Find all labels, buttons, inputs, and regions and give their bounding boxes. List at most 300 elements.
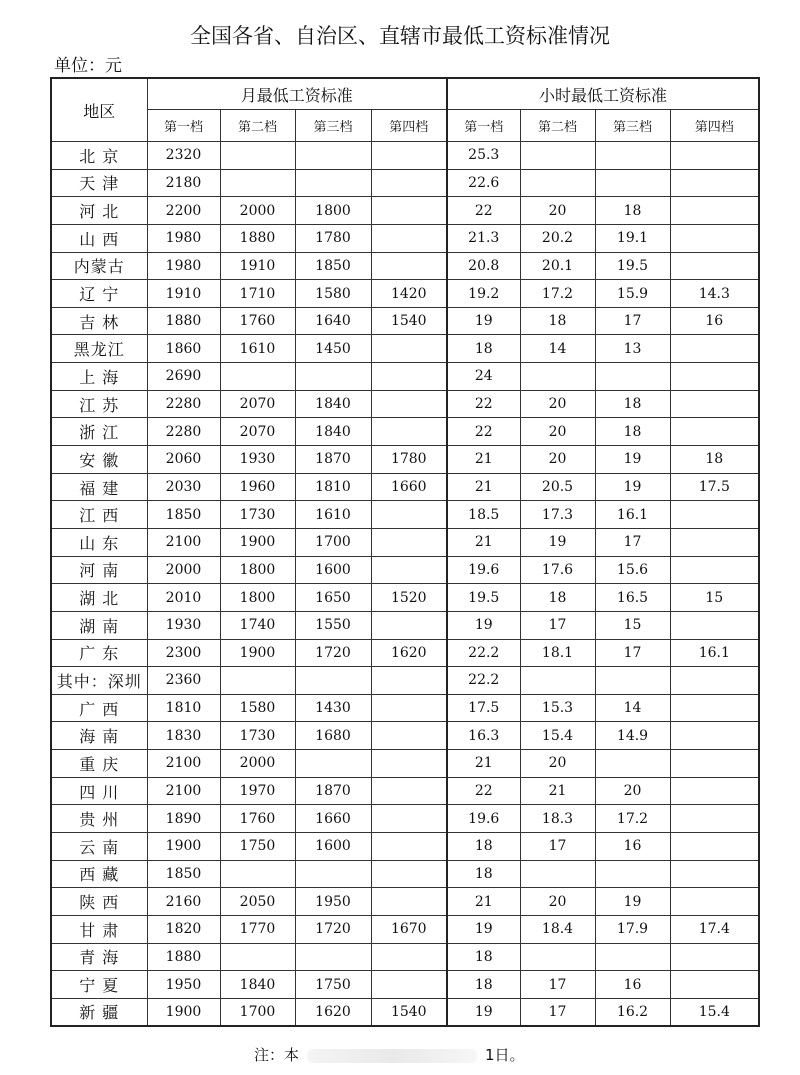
monthly-tier-1-cell: 2300	[147, 639, 220, 667]
table-row	[51, 667, 759, 695]
monthly-tier-1-cell: 1880	[147, 943, 220, 971]
hourly-tier-1-cell: 21	[447, 888, 520, 916]
monthly-tier-2-cell: 1580	[220, 694, 295, 722]
monthly-tier-3-cell	[295, 860, 371, 888]
region-cell: 其中：深圳	[51, 667, 147, 695]
region-cell: 福 建	[51, 473, 147, 501]
hourly-tier-2-cell	[520, 667, 595, 695]
monthly-tier-4-cell: 1520	[371, 584, 447, 612]
table-row	[51, 556, 759, 584]
table-row	[51, 584, 759, 612]
table-row	[51, 142, 759, 170]
monthly-tier-2-cell: 1760	[220, 307, 295, 335]
monthly-tier-2-cell: 1730	[220, 501, 295, 529]
monthly-tier-1-cell: 1950	[147, 971, 220, 999]
hourly-tier-2-cell: 19	[520, 528, 595, 556]
hourly-tier-2-cell	[520, 860, 595, 888]
monthly-tier-4-cell	[371, 888, 447, 916]
hourly-tier-1-cell: 18	[447, 860, 520, 888]
monthly-tier-1-cell: 1850	[147, 860, 220, 888]
monthly-tier-3-cell: 1450	[295, 335, 371, 363]
hourly-tier-4-cell	[670, 501, 759, 529]
hourly-tier-3-cell	[595, 943, 670, 971]
monthly-tier-4-cell	[371, 805, 447, 833]
region-cell: 广 西	[51, 694, 147, 722]
monthly-tier-2-cell: 1910	[220, 252, 295, 280]
hourly-tier-2-cell: 17	[520, 833, 595, 861]
hourly-tier-1-cell: 22.2	[447, 667, 520, 695]
monthly-tier-1-cell: 1900	[147, 998, 220, 1026]
hourly-tier-2-cell: 20	[520, 750, 595, 778]
table-row	[51, 224, 759, 252]
monthly-tier-4-cell	[371, 667, 447, 695]
table-row	[51, 473, 759, 501]
monthly-tier-2-cell: 1930	[220, 446, 295, 474]
monthly-tier-3-cell: 1750	[295, 971, 371, 999]
hourly-tier-4-cell: 14.3	[670, 280, 759, 308]
region-cell: 安 徽	[51, 446, 147, 474]
region-cell: 广 东	[51, 639, 147, 667]
hourly-tier-4-cell	[670, 556, 759, 584]
hourly-tier-2-cell: 17.2	[520, 280, 595, 308]
hourly-tier-4-header: 第四档	[670, 110, 759, 142]
monthly-tier-2-cell	[220, 363, 295, 391]
monthly-tier-1-cell: 1930	[147, 611, 220, 639]
hourly-tier-1-header: 第一档	[447, 110, 520, 142]
monthly-tier-2-cell: 2050	[220, 888, 295, 916]
hourly-tier-2-cell: 18.1	[520, 639, 595, 667]
region-cell: 四 川	[51, 777, 147, 805]
monthly-tier-2-cell: 1710	[220, 280, 295, 308]
hourly-tier-1-cell: 22	[447, 418, 520, 446]
hourly-tier-4-cell	[670, 363, 759, 391]
monthly-tier-3-cell: 1620	[295, 998, 371, 1026]
monthly-tier-3-cell: 1700	[295, 528, 371, 556]
monthly-tier-1-cell: 2280	[147, 390, 220, 418]
table-row	[51, 446, 759, 474]
hourly-tier-2-cell: 18.3	[520, 805, 595, 833]
table-row	[51, 335, 759, 363]
monthly-tier-1-cell: 2360	[147, 667, 220, 695]
monthly-tier-2-cell	[220, 142, 295, 170]
monthly-tier-1-cell: 2010	[147, 584, 220, 612]
monthly-tier-3-cell	[295, 667, 371, 695]
monthly-tier-2-cell: 1610	[220, 335, 295, 363]
hourly-tier-4-cell: 18	[670, 446, 759, 474]
hourly-tier-1-cell: 21	[447, 473, 520, 501]
hourly-tier-1-cell: 22.6	[447, 169, 520, 197]
region-cell: 甘 肃	[51, 915, 147, 943]
monthly-tier-3-cell: 1680	[295, 722, 371, 750]
region-cell: 辽 宁	[51, 280, 147, 308]
monthly-tier-2-cell: 1960	[220, 473, 295, 501]
table-body	[51, 142, 759, 1027]
monthly-tier-1-header: 第一档	[147, 110, 220, 142]
monthly-tier-2-cell: 2000	[220, 750, 295, 778]
hourly-tier-1-cell: 18	[447, 833, 520, 861]
monthly-tier-3-cell: 1660	[295, 805, 371, 833]
region-cell: 宁 夏	[51, 971, 147, 999]
table-row	[51, 390, 759, 418]
monthly-tier-2-cell: 1800	[220, 584, 295, 612]
hourly-tier-2-cell	[520, 169, 595, 197]
hourly-tier-4-cell: 17.4	[670, 915, 759, 943]
region-cell: 内蒙古	[51, 252, 147, 280]
table-row	[51, 528, 759, 556]
hourly-tier-4-cell	[670, 971, 759, 999]
hourly-tier-3-cell: 18	[595, 418, 670, 446]
monthly-tier-1-cell: 2100	[147, 528, 220, 556]
monthly-tier-3-cell: 1600	[295, 556, 371, 584]
hourly-tier-4-cell	[670, 335, 759, 363]
footnote-suffix: 1日。	[485, 1046, 525, 1064]
region-cell: 山 西	[51, 224, 147, 252]
monthly-tier-1-cell: 2690	[147, 363, 220, 391]
hourly-tier-2-cell: 18	[520, 584, 595, 612]
monthly-tier-4-cell: 1660	[371, 473, 447, 501]
table-row	[51, 501, 759, 529]
monthly-tier-3-cell: 1550	[295, 611, 371, 639]
hourly-tier-3-cell: 20	[595, 777, 670, 805]
hourly-tier-2-cell: 18.4	[520, 915, 595, 943]
hourly-tier-4-cell: 16.1	[670, 639, 759, 667]
hourly-tier-2-cell: 20	[520, 418, 595, 446]
region-cell: 江 西	[51, 501, 147, 529]
hourly-tier-3-cell	[595, 169, 670, 197]
hourly-tier-4-cell	[670, 694, 759, 722]
monthly-tier-3-cell: 1720	[295, 915, 371, 943]
hourly-tier-2-cell: 20.1	[520, 252, 595, 280]
hourly-tier-2-header: 第二档	[520, 110, 595, 142]
hourly-tier-2-cell	[520, 363, 595, 391]
hourly-tier-1-cell: 18.5	[447, 501, 520, 529]
table-row	[51, 805, 759, 833]
hourly-tier-3-cell: 16	[595, 833, 670, 861]
hourly-tier-1-cell: 21	[447, 446, 520, 474]
monthly-tier-3-cell: 1870	[295, 777, 371, 805]
hourly-tier-4-cell	[670, 805, 759, 833]
monthly-tier-2-cell: 2070	[220, 390, 295, 418]
hourly-tier-4-cell	[670, 722, 759, 750]
hourly-tier-1-cell: 18	[447, 335, 520, 363]
monthly-tier-1-cell: 1980	[147, 224, 220, 252]
region-cell: 海 南	[51, 722, 147, 750]
table-row	[51, 252, 759, 280]
monthly-tier-3-cell: 1430	[295, 694, 371, 722]
monthly-tier-4-cell: 1780	[371, 446, 447, 474]
monthly-tier-3-cell: 1810	[295, 473, 371, 501]
hourly-tier-2-cell: 15.3	[520, 694, 595, 722]
monthly-tier-1-cell: 2200	[147, 197, 220, 225]
header-row-groups	[51, 78, 759, 110]
table-row	[51, 971, 759, 999]
monthly-tier-4-cell	[371, 418, 447, 446]
hourly-tier-1-cell: 25.3	[447, 142, 520, 170]
monthly-tier-3-cell: 1800	[295, 197, 371, 225]
monthly-tier-3-cell: 1840	[295, 390, 371, 418]
region-cell: 新 疆	[51, 998, 147, 1026]
hourly-tier-3-cell: 18	[595, 390, 670, 418]
hourly-tier-3-cell: 19	[595, 446, 670, 474]
monthly-tier-4-cell	[371, 694, 447, 722]
monthly-tier-4-cell	[371, 224, 447, 252]
region-cell: 河 北	[51, 197, 147, 225]
hourly-tier-3-cell	[595, 860, 670, 888]
monthly-tier-1-cell: 1900	[147, 833, 220, 861]
hourly-tier-1-cell: 22.2	[447, 639, 520, 667]
monthly-tier-2-cell	[220, 169, 295, 197]
monthly-tier-2-cell: 1770	[220, 915, 295, 943]
monthly-tier-1-cell: 2280	[147, 418, 220, 446]
hourly-tier-4-cell	[670, 860, 759, 888]
region-cell: 天 津	[51, 169, 147, 197]
monthly-tier-4-cell: 1540	[371, 307, 447, 335]
monthly-tier-4-cell	[371, 528, 447, 556]
hourly-tier-2-cell: 20.5	[520, 473, 595, 501]
monthly-tier-3-cell	[295, 750, 371, 778]
monthly-tier-4-cell	[371, 390, 447, 418]
region-cell: 吉 林	[51, 307, 147, 335]
monthly-tier-1-cell: 2180	[147, 169, 220, 197]
hourly-tier-3-cell: 19	[595, 888, 670, 916]
monthly-tier-4-cell	[371, 142, 447, 170]
monthly-tier-4-cell	[371, 777, 447, 805]
hourly-tier-1-cell: 19	[447, 998, 520, 1026]
hourly-tier-4-cell	[670, 224, 759, 252]
monthly-tier-1-cell: 2160	[147, 888, 220, 916]
monthly-tier-4-cell	[371, 197, 447, 225]
monthly-tier-3-cell: 1650	[295, 584, 371, 612]
region-cell: 山 东	[51, 528, 147, 556]
monthly-tier-2-cell	[220, 943, 295, 971]
hourly-tier-4-cell	[670, 197, 759, 225]
monthly-tier-3-cell: 1780	[295, 224, 371, 252]
monthly-tier-1-cell: 1850	[147, 501, 220, 529]
monthly-tier-2-cell: 1700	[220, 998, 295, 1026]
table-row	[51, 777, 759, 805]
hourly-tier-2-cell	[520, 142, 595, 170]
hourly-tier-1-cell: 19.2	[447, 280, 520, 308]
hourly-tier-3-cell: 16.2	[595, 998, 670, 1026]
monthly-tier-4-header: 第四档	[371, 110, 447, 142]
monthly-tier-1-cell: 1890	[147, 805, 220, 833]
table-row	[51, 888, 759, 916]
monthly-tier-1-cell: 1820	[147, 915, 220, 943]
hourly-tier-3-cell: 17	[595, 639, 670, 667]
monthly-tier-3-cell	[295, 363, 371, 391]
hourly-tier-3-cell: 19.1	[595, 224, 670, 252]
hourly-tier-3-cell	[595, 142, 670, 170]
hourly-tier-4-cell	[670, 169, 759, 197]
hourly-tier-2-cell: 14	[520, 335, 595, 363]
hourly-tier-4-cell	[670, 390, 759, 418]
hourly-tier-2-cell: 20	[520, 446, 595, 474]
hourly-tier-1-cell: 22	[447, 197, 520, 225]
monthly-tier-2-cell: 1750	[220, 833, 295, 861]
hourly-tier-1-cell: 19.6	[447, 556, 520, 584]
hourly-tier-1-cell: 18	[447, 943, 520, 971]
table-row	[51, 943, 759, 971]
hourly-tier-3-cell	[595, 363, 670, 391]
table-row	[51, 833, 759, 861]
monthly-tier-1-cell: 2100	[147, 750, 220, 778]
monthly-tier-4-cell	[371, 501, 447, 529]
monthly-tier-4-cell: 1540	[371, 998, 447, 1026]
hourly-tier-3-cell: 19	[595, 473, 670, 501]
table-row	[51, 611, 759, 639]
region-cell: 重 庆	[51, 750, 147, 778]
hourly-tier-4-cell	[670, 777, 759, 805]
footnote	[254, 1044, 525, 1065]
hourly-tier-1-cell: 18	[447, 971, 520, 999]
region-cell: 北 京	[51, 142, 147, 170]
hourly-tier-3-cell: 14.9	[595, 722, 670, 750]
monthly-tier-3-cell: 1870	[295, 446, 371, 474]
monthly-tier-3-cell: 1840	[295, 418, 371, 446]
region-cell: 上 海	[51, 363, 147, 391]
hourly-tier-2-cell: 20	[520, 197, 595, 225]
monthly-header: 月最低工资标准	[147, 78, 447, 110]
table-row	[51, 169, 759, 197]
hourly-tier-1-cell: 22	[447, 390, 520, 418]
hourly-tier-4-cell	[670, 750, 759, 778]
redacted-text	[307, 1049, 477, 1063]
region-cell: 陕 西	[51, 888, 147, 916]
hourly-tier-3-cell: 17	[595, 528, 670, 556]
region-cell: 云 南	[51, 833, 147, 861]
hourly-tier-4-cell	[670, 528, 759, 556]
hourly-tier-2-cell: 15.4	[520, 722, 595, 750]
hourly-tier-3-cell: 17.2	[595, 805, 670, 833]
table-row	[51, 363, 759, 391]
hourly-tier-3-cell	[595, 667, 670, 695]
monthly-tier-3-cell: 1950	[295, 888, 371, 916]
monthly-tier-2-cell: 1900	[220, 528, 295, 556]
monthly-tier-4-cell	[371, 335, 447, 363]
hourly-tier-1-cell: 19.6	[447, 805, 520, 833]
monthly-tier-2-cell: 2000	[220, 197, 295, 225]
monthly-tier-1-cell: 2320	[147, 142, 220, 170]
monthly-tier-2-cell: 2070	[220, 418, 295, 446]
hourly-tier-1-cell: 19	[447, 611, 520, 639]
hourly-tier-1-cell: 16.3	[447, 722, 520, 750]
hourly-tier-1-cell: 19	[447, 307, 520, 335]
hourly-tier-2-cell: 17.6	[520, 556, 595, 584]
page-title: 全国各省、自治区、直辖市最低工资标准情况	[190, 24, 610, 48]
monthly-tier-4-cell	[371, 722, 447, 750]
region-cell: 江 苏	[51, 390, 147, 418]
hourly-tier-2-cell: 20	[520, 390, 595, 418]
hourly-tier-1-cell: 21	[447, 528, 520, 556]
monthly-tier-1-cell: 2100	[147, 777, 220, 805]
monthly-tier-4-cell	[371, 833, 447, 861]
hourly-tier-3-cell: 16	[595, 971, 670, 999]
monthly-tier-2-cell: 1760	[220, 805, 295, 833]
region-cell: 浙 江	[51, 418, 147, 446]
hourly-tier-2-cell: 17	[520, 998, 595, 1026]
hourly-tier-4-cell: 17.5	[670, 473, 759, 501]
hourly-tier-4-cell	[670, 667, 759, 695]
hourly-tier-2-cell: 17.3	[520, 501, 595, 529]
monthly-tier-4-cell	[371, 860, 447, 888]
hourly-tier-2-cell: 18	[520, 307, 595, 335]
monthly-tier-3-cell: 1850	[295, 252, 371, 280]
hourly-tier-3-header: 第三档	[595, 110, 670, 142]
table-row	[51, 694, 759, 722]
hourly-tier-2-cell: 17	[520, 611, 595, 639]
monthly-tier-4-cell	[371, 943, 447, 971]
table-row	[51, 280, 759, 308]
table-row	[51, 860, 759, 888]
monthly-tier-4-cell	[371, 971, 447, 999]
hourly-tier-3-cell: 15.9	[595, 280, 670, 308]
hourly-tier-4-cell: 15	[670, 584, 759, 612]
hourly-tier-1-cell: 24	[447, 363, 520, 391]
monthly-tier-3-cell: 1610	[295, 501, 371, 529]
region-cell: 湖 北	[51, 584, 147, 612]
monthly-tier-1-cell: 1880	[147, 307, 220, 335]
hourly-tier-2-cell: 21	[520, 777, 595, 805]
hourly-tier-1-cell: 19.5	[447, 584, 520, 612]
region-cell: 青 海	[51, 943, 147, 971]
monthly-tier-4-cell	[371, 363, 447, 391]
monthly-tier-3-cell: 1600	[295, 833, 371, 861]
region-cell: 西 藏	[51, 860, 147, 888]
monthly-tier-4-cell	[371, 252, 447, 280]
hourly-tier-2-cell	[520, 943, 595, 971]
hourly-tier-2-cell: 20	[520, 888, 595, 916]
monthly-tier-3-cell: 1640	[295, 307, 371, 335]
monthly-tier-4-cell	[371, 556, 447, 584]
hourly-tier-4-cell	[670, 611, 759, 639]
monthly-tier-3-cell	[295, 943, 371, 971]
monthly-tier-1-cell: 1910	[147, 280, 220, 308]
region-cell: 湖 南	[51, 611, 147, 639]
monthly-tier-4-cell	[371, 750, 447, 778]
monthly-tier-4-cell	[371, 611, 447, 639]
monthly-tier-2-cell: 1970	[220, 777, 295, 805]
monthly-tier-2-cell: 1900	[220, 639, 295, 667]
hourly-tier-3-cell: 19.5	[595, 252, 670, 280]
hourly-tier-4-cell	[670, 833, 759, 861]
hourly-tier-1-cell: 20.8	[447, 252, 520, 280]
monthly-tier-2-cell: 1840	[220, 971, 295, 999]
hourly-tier-1-cell: 22	[447, 777, 520, 805]
hourly-tier-3-cell: 17.9	[595, 915, 670, 943]
monthly-tier-1-cell: 1980	[147, 252, 220, 280]
minimum-wage-table	[50, 77, 760, 1027]
hourly-tier-4-cell: 15.4	[670, 998, 759, 1026]
hourly-tier-1-cell: 21.3	[447, 224, 520, 252]
hourly-tier-4-cell	[670, 418, 759, 446]
monthly-tier-1-cell: 1810	[147, 694, 220, 722]
monthly-tier-1-cell: 2030	[147, 473, 220, 501]
hourly-tier-4-cell	[670, 142, 759, 170]
hourly-tier-2-cell: 17	[520, 971, 595, 999]
header-row-tiers	[51, 110, 759, 142]
hourly-tier-3-cell: 15	[595, 611, 670, 639]
hourly-tier-4-cell	[670, 888, 759, 916]
monthly-tier-1-cell: 2060	[147, 446, 220, 474]
table-row	[51, 197, 759, 225]
region-cell: 黑龙江	[51, 335, 147, 363]
monthly-tier-4-cell: 1420	[371, 280, 447, 308]
hourly-tier-4-cell	[670, 943, 759, 971]
monthly-tier-2-cell	[220, 860, 295, 888]
hourly-header: 小时最低工资标准	[447, 78, 759, 110]
monthly-tier-1-cell: 1860	[147, 335, 220, 363]
table-row	[51, 418, 759, 446]
